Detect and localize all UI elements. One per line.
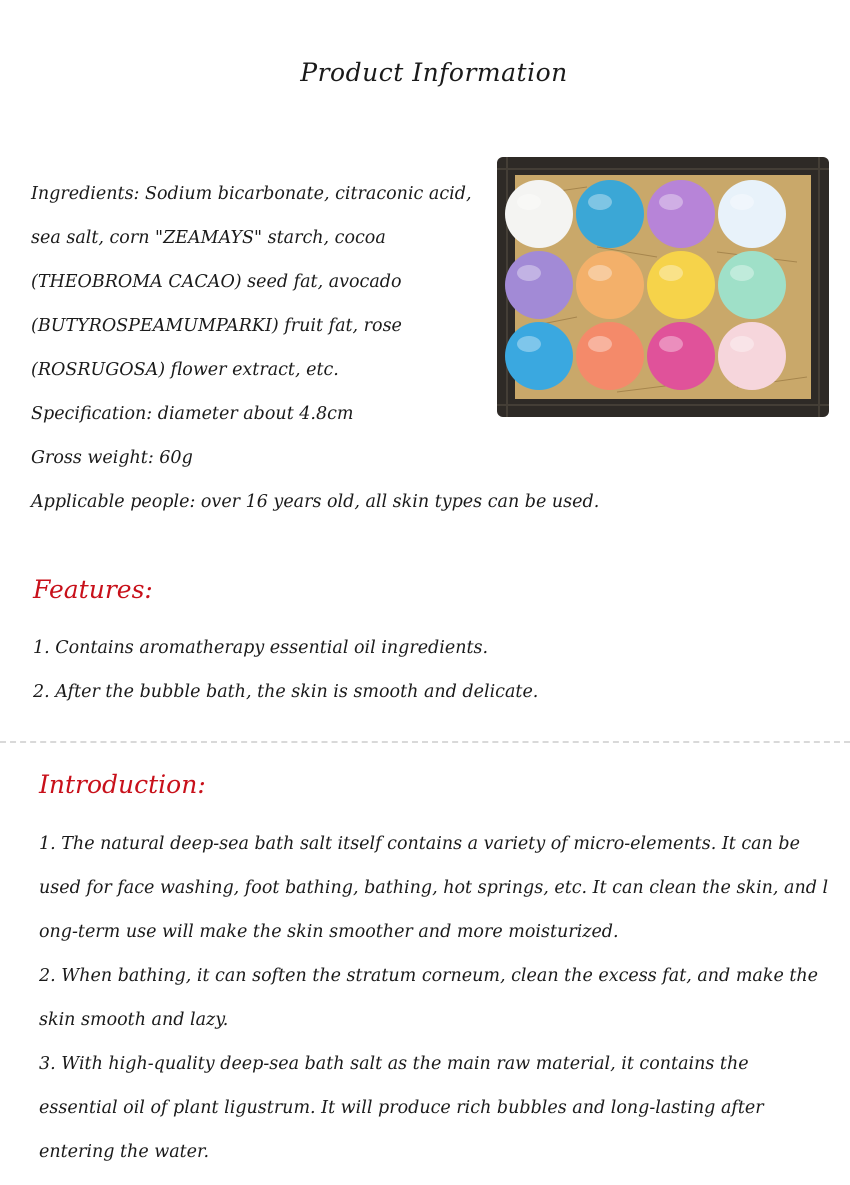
bath-bomb <box>647 180 715 248</box>
bath-bomb-highlight <box>517 336 541 352</box>
bath-bomb-highlight <box>730 194 754 210</box>
bath-bomb-highlight <box>588 336 612 352</box>
bath-bomb-highlight <box>517 265 541 281</box>
bath-bomb-highlight <box>517 194 541 210</box>
bath-bomb-highlight <box>588 194 612 210</box>
bath-bomb-highlight <box>659 194 683 210</box>
feature-item: 2. After the bubble bath, the skin is smooth and delicate. <box>33 682 539 702</box>
bath-bomb <box>505 180 573 248</box>
bath-bomb <box>576 251 644 319</box>
ingredients-line: (BUTYROSPEAMUMPARKI) fruit fat, rose <box>31 316 402 336</box>
introduction-heading: Introduction: <box>39 770 206 799</box>
ingredients-line: (ROSRUGOSA) flower extract, etc. <box>31 360 339 380</box>
section-divider <box>0 741 850 743</box>
ingredients-line: Ingredients: Sodium bicarbonate, citraconic acid, <box>31 184 472 204</box>
bath-bomb <box>576 322 644 390</box>
ingredients-line: sea salt, corn "ZEAMAYS" starch, cocoa <box>31 228 386 248</box>
applicable-people-line: Applicable people: over 16 years old, all skin types can be used. <box>31 492 600 512</box>
bath-bomb <box>576 180 644 248</box>
introduction-line: entering the water. <box>39 1142 210 1162</box>
gross-weight-line: Gross weight: 60g <box>31 448 193 468</box>
introduction-line: 1. The natural deep-sea bath salt itself contains a variety of micro-elements. It can be <box>39 834 800 854</box>
bath-bomb-highlight <box>730 336 754 352</box>
features-list <box>33 626 538 714</box>
bath-bomb <box>718 251 786 319</box>
introduction-line: used for face washing, foot bathing, bathing, hot springs, etc. It can clean the skin, and l <box>39 878 829 898</box>
bath-bomb <box>647 322 715 390</box>
feature-item: 1. Contains aromatherapy essential oil ingredients. <box>33 638 489 658</box>
bath-bomb <box>505 251 573 319</box>
bath-bomb <box>718 322 786 390</box>
specification-line: Specification: diameter about 4.8cm <box>31 404 354 424</box>
introduction-text <box>39 822 839 1174</box>
introduction-line: 3. With high-quality deep-sea bath salt as the main raw material, it contains the <box>39 1054 749 1074</box>
introduction-line: 2. When bathing, it can soften the stratum corneum, clean the excess fat, and make the <box>39 966 819 986</box>
bath-bomb-highlight <box>659 265 683 281</box>
bath-bomb <box>647 251 715 319</box>
features-heading: Features: <box>33 575 153 604</box>
introduction-line: essential oil of plant ligustrum. It will produce rich bubbles and long-lasting after <box>39 1098 764 1118</box>
bath-bomb <box>505 322 573 390</box>
bath-bomb <box>718 180 786 248</box>
bath-bomb-basket-photo <box>497 157 829 417</box>
page-title: Product Information <box>300 58 568 87</box>
ingredients-line: (THEOBROMA CACAO) seed fat, avocado <box>31 272 402 292</box>
introduction-line: ong-term use will make the skin smoother and more moisturized. <box>39 922 619 942</box>
bath-bomb-highlight <box>730 265 754 281</box>
bath-bomb-highlight <box>659 336 683 352</box>
bath-bomb-highlight <box>588 265 612 281</box>
introduction-line: skin smooth and lazy. <box>39 1010 229 1030</box>
